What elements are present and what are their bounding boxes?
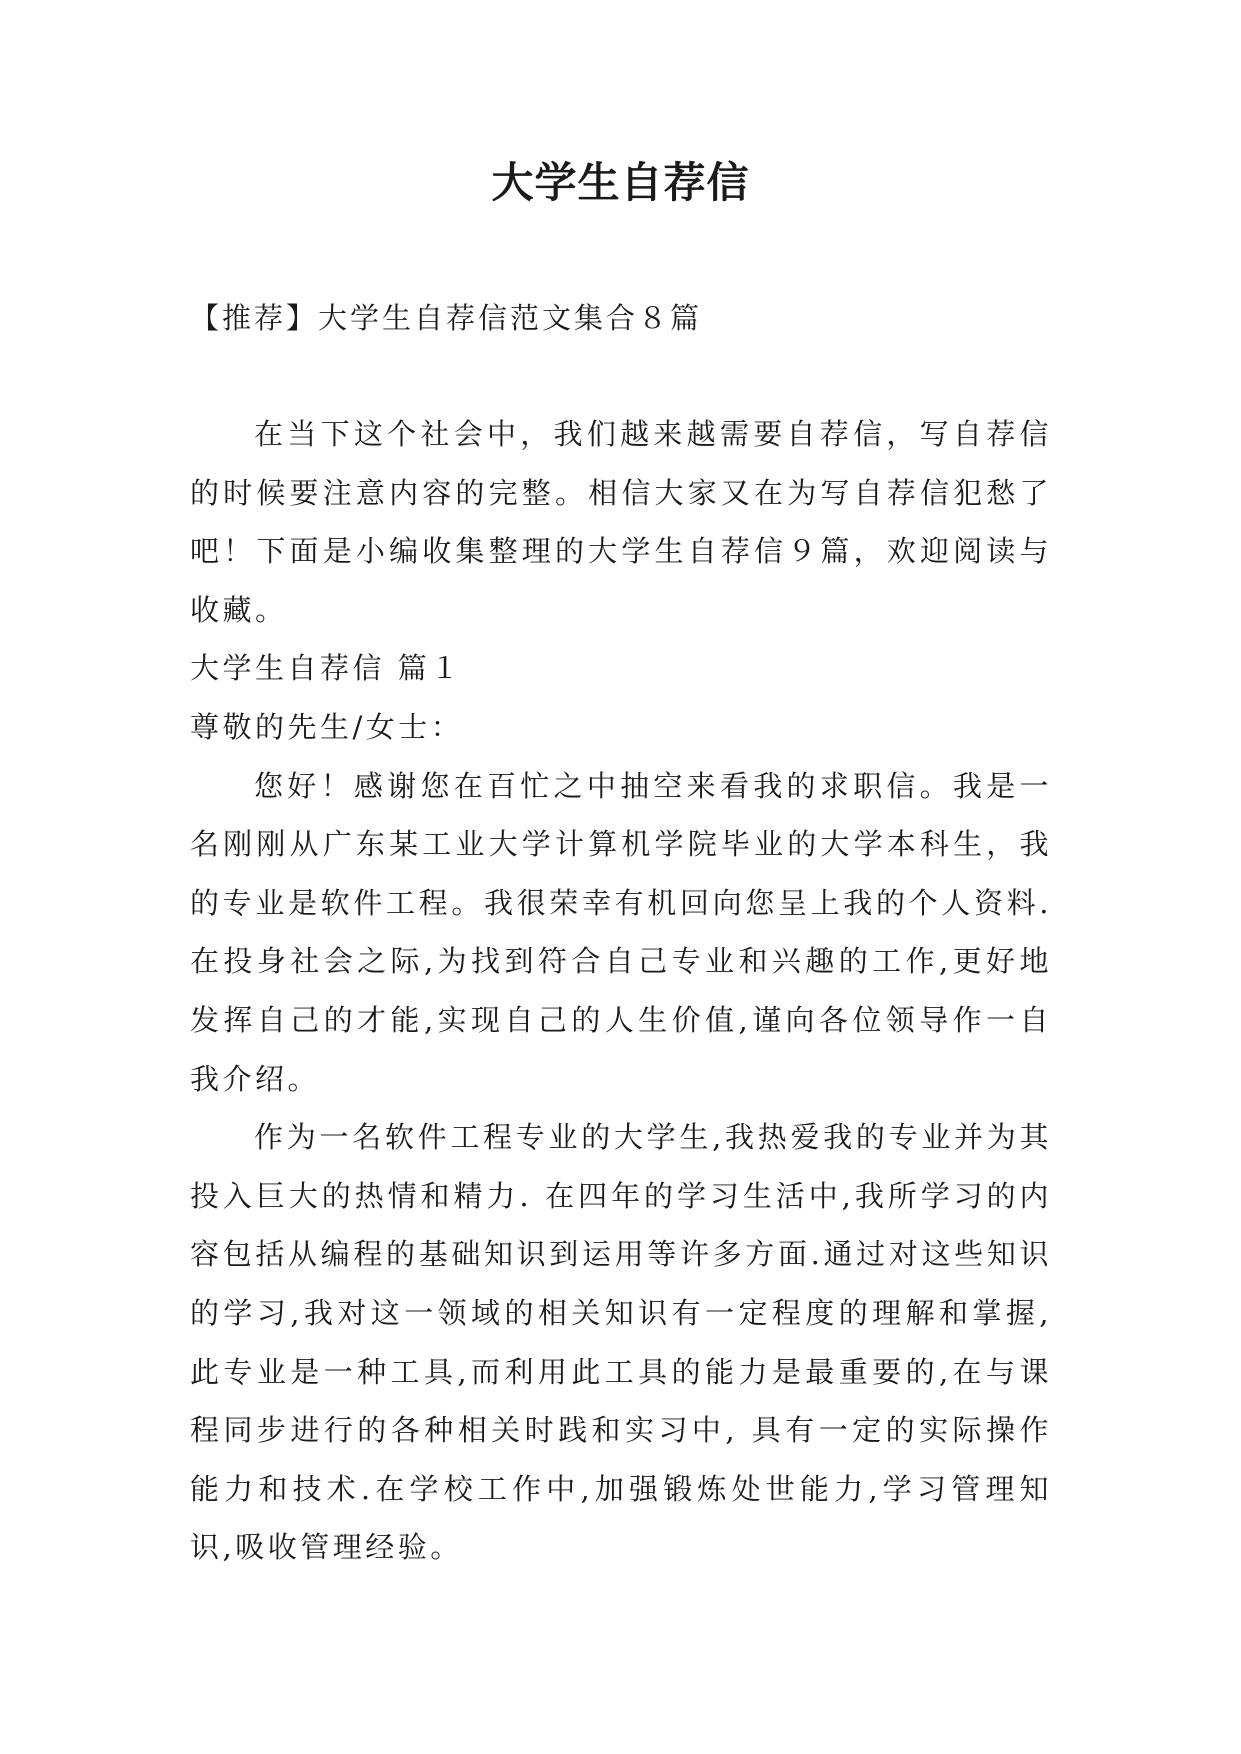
intro-paragraph: 在当下这个社会中，我们越来越需要自荐信，写自荐信的时候要注意内容的完整。相信大家又在为写自荐信犯愁了吧！下面是小编收集整理的大学生自荐信９篇，欢迎阅读与收藏。 — [190, 417, 1052, 627]
document-body — [190, 405, 1052, 1577]
salutation: 尊敬的先生/女士： — [190, 709, 464, 744]
body-paragraph: 您好！感谢您在百忙之中抽空来看我的求职信。我是一名刚刚从广东某工业大学计算机学院毕业的大学本科生，我的专业是软件工程。我很荣幸有机回向您呈上我的个人资料.在投身社会之际,为找到符合自己专业和兴趣的工作,更好地发挥自己的才能,实现自己的人生价值,谨向各位领导作一自我介绍。 — [190, 768, 1052, 1096]
body-paragraph: 作为一名软件工程专业的大学生,我热爱我的专业并为其投入巨大的热情和精力. 在四年的学习生活中,我所学习的内容包括从编程的基础知识到运用等许多方面.通过对这些知识的学习,我对这一领域的相关知识有一定程度的理解和掌握,此专业是一种工具,而利用此工具的能力是最重要的,在与课程同步进行的各种相关时践和实习中, 具有一定的实际操作能力和技术.在学校工作中,加强锻炼处世能力,学习管理知识,吸收管理经验。 — [190, 1120, 1052, 1565]
section-heading: 大学生自荐信 篇１ — [190, 651, 463, 686]
document-subtitle: 【推荐】大学生自荐信范文集合８篇 — [190, 301, 703, 335]
document-title: 大学生自荐信 — [491, 158, 750, 207]
